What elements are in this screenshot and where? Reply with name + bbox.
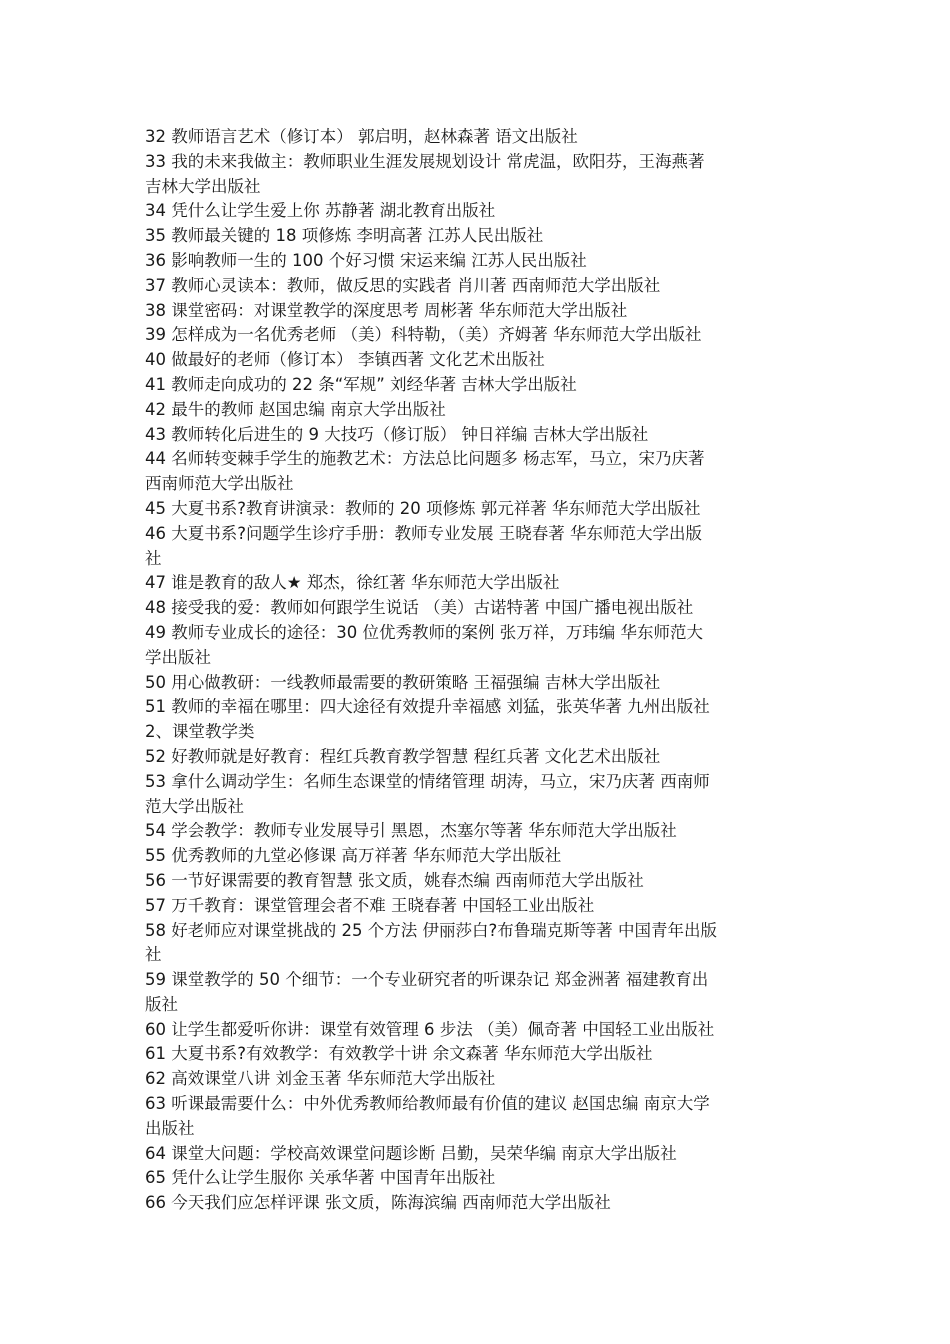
text-line: 36 影响教师一生的 100 个好习惯 宋运来编 江苏人民出版社 bbox=[145, 250, 587, 270]
text-line: 63 听课最需要什么：中外优秀教师给教师最有价值的建议 赵国忠编 南京大学 bbox=[145, 1094, 710, 1114]
text-line: 35 教师最关键的 18 项修炼 李明高著 江苏人民出版社 bbox=[145, 226, 544, 246]
text-line: 60 让学生都爱听你讲：课堂有效管理 6 步法 （美）佩奇著 中国轻工业出版社 bbox=[145, 1019, 715, 1039]
text-line: 社 bbox=[145, 945, 162, 965]
text-line: 44 名师转变棘手学生的施教艺术：方法总比问题多 杨志军，马立，宋乃庆著 bbox=[145, 449, 705, 469]
text-line: 34 凭什么让学生爱上你 苏静著 湖北教育出版社 bbox=[145, 201, 496, 221]
text-line: 西南师范大学出版社 bbox=[145, 474, 294, 494]
text-line: 43 教师转化后进生的 9 大技巧（修订版） 钟日祥编 吉林大学出版社 bbox=[145, 424, 649, 444]
text-line: 66 今天我们应怎样评课 张文质，陈海滨编 西南师范大学出版社 bbox=[145, 1193, 611, 1213]
text-line: 33 我的未来我做主：教师职业生涯发展规划设计 常虎温，欧阳芬，王海燕著 bbox=[145, 151, 705, 171]
text-line: 38 课堂密码：对课堂教学的深度思考 周彬著 华东师范大学出版社 bbox=[145, 300, 628, 320]
text-line: 40 做最好的老师（修订本） 李镇西著 文化艺术出版社 bbox=[145, 350, 545, 370]
text-line: 39 怎样成为一名优秀老师 （美）科特勒，（美）齐姆著 华东师范大学出版社 bbox=[145, 325, 702, 345]
text-line: 45 大夏书系?教育讲演录：教师的 20 项修炼 郭元祥著 华东师范大学出版社 bbox=[145, 498, 701, 518]
text-line: 49 教师专业成长的途径：30 位优秀教师的案例 张万祥，万玮编 华东师范大 bbox=[145, 622, 703, 642]
text-line: 41 教师走向成功的 22 条“军规” 刘经华著 吉林大学出版社 bbox=[145, 374, 577, 394]
text-line: 59 课堂教学的 50 个细节：一个专业研究者的听课杂记 郑金洲著 福建教育出 bbox=[145, 970, 709, 990]
text-line: 62 高效课堂八讲 刘金玉著 华东师范大学出版社 bbox=[145, 1069, 496, 1089]
text-line: 56 一节好课需要的教育智慧 张文质，姚春杰编 西南师范大学出版社 bbox=[145, 870, 644, 890]
text-line: 58 好老师应对课堂挑战的 25 个方法 伊丽莎白?布鲁瑞克斯等著 中国青年出版 bbox=[145, 920, 717, 940]
section-heading: 2、课堂教学类 bbox=[145, 722, 255, 742]
text-line: 出版社 bbox=[145, 1118, 195, 1138]
text-line: 范大学出版社 bbox=[145, 796, 244, 816]
text-line: 32 教师语言艺术（修订本） 郭启明，赵林森著 语文出版社 bbox=[145, 127, 578, 146]
text-line: 社 bbox=[145, 548, 162, 568]
text-line: 42 最牛的教师 赵国忠编 南京大学出版社 bbox=[145, 399, 446, 419]
text-line: 64 课堂大问题：学校高效课堂问题诊断 吕勤，吴荣华编 南京大学出版社 bbox=[145, 1143, 677, 1163]
text-line: 48 接受我的爱：教师如何跟学生说话 （美）古诺特著 中国广播电视出版社 bbox=[145, 598, 694, 618]
text-line: 学出版社 bbox=[145, 647, 211, 667]
text-line: 65 凭什么让学生服你 关承华著 中国青年出版社 bbox=[145, 1168, 496, 1188]
text-line: 51 教师的幸福在哪里：四大途径有效提升幸福感 刘猛，张英华著 九州出版社 bbox=[145, 697, 710, 717]
text-line: 55 优秀教师的九堂必修课 高万祥著 华东师范大学出版社 bbox=[145, 846, 562, 866]
text-line: 37 教师心灵读本：教师，做反思的实践者 肖川著 西南师范大学出版社 bbox=[145, 275, 661, 295]
text-line: 57 万千教育：课堂管理会者不难 王晓春著 中国轻工业出版社 bbox=[145, 895, 595, 915]
text-line: 47 谁是教育的敌人★ 郑杰，徐红著 华东师范大学出版社 bbox=[145, 573, 560, 593]
text-line: 50 用心做教研：一线教师最需要的教研策略 王福强编 吉林大学出版社 bbox=[145, 672, 661, 692]
text-line: 46 大夏书系?问题学生诊疗手册：教师专业发展 王晓春著 华东师范大学出版 bbox=[145, 523, 702, 543]
text-line: 61 大夏书系?有效教学：有效教学十讲 余文森著 华东师范大学出版社 bbox=[145, 1044, 653, 1064]
text-line: 54 学会教学：教师专业发展导引 黑恩，杰塞尔等著 华东师范大学出版社 bbox=[145, 821, 677, 841]
document-page bbox=[145, 125, 810, 1216]
text-line: 52 好教师就是好教育：程红兵教育教学智慧 程红兵著 文化艺术出版社 bbox=[145, 746, 661, 766]
text-line: 吉林大学出版社 bbox=[145, 176, 261, 196]
text-line: 版社 bbox=[145, 994, 178, 1014]
text-line: 53 拿什么调动学生：名师生态课堂的情绪管理 胡涛，马立，宋乃庆著 西南师 bbox=[145, 771, 710, 791]
